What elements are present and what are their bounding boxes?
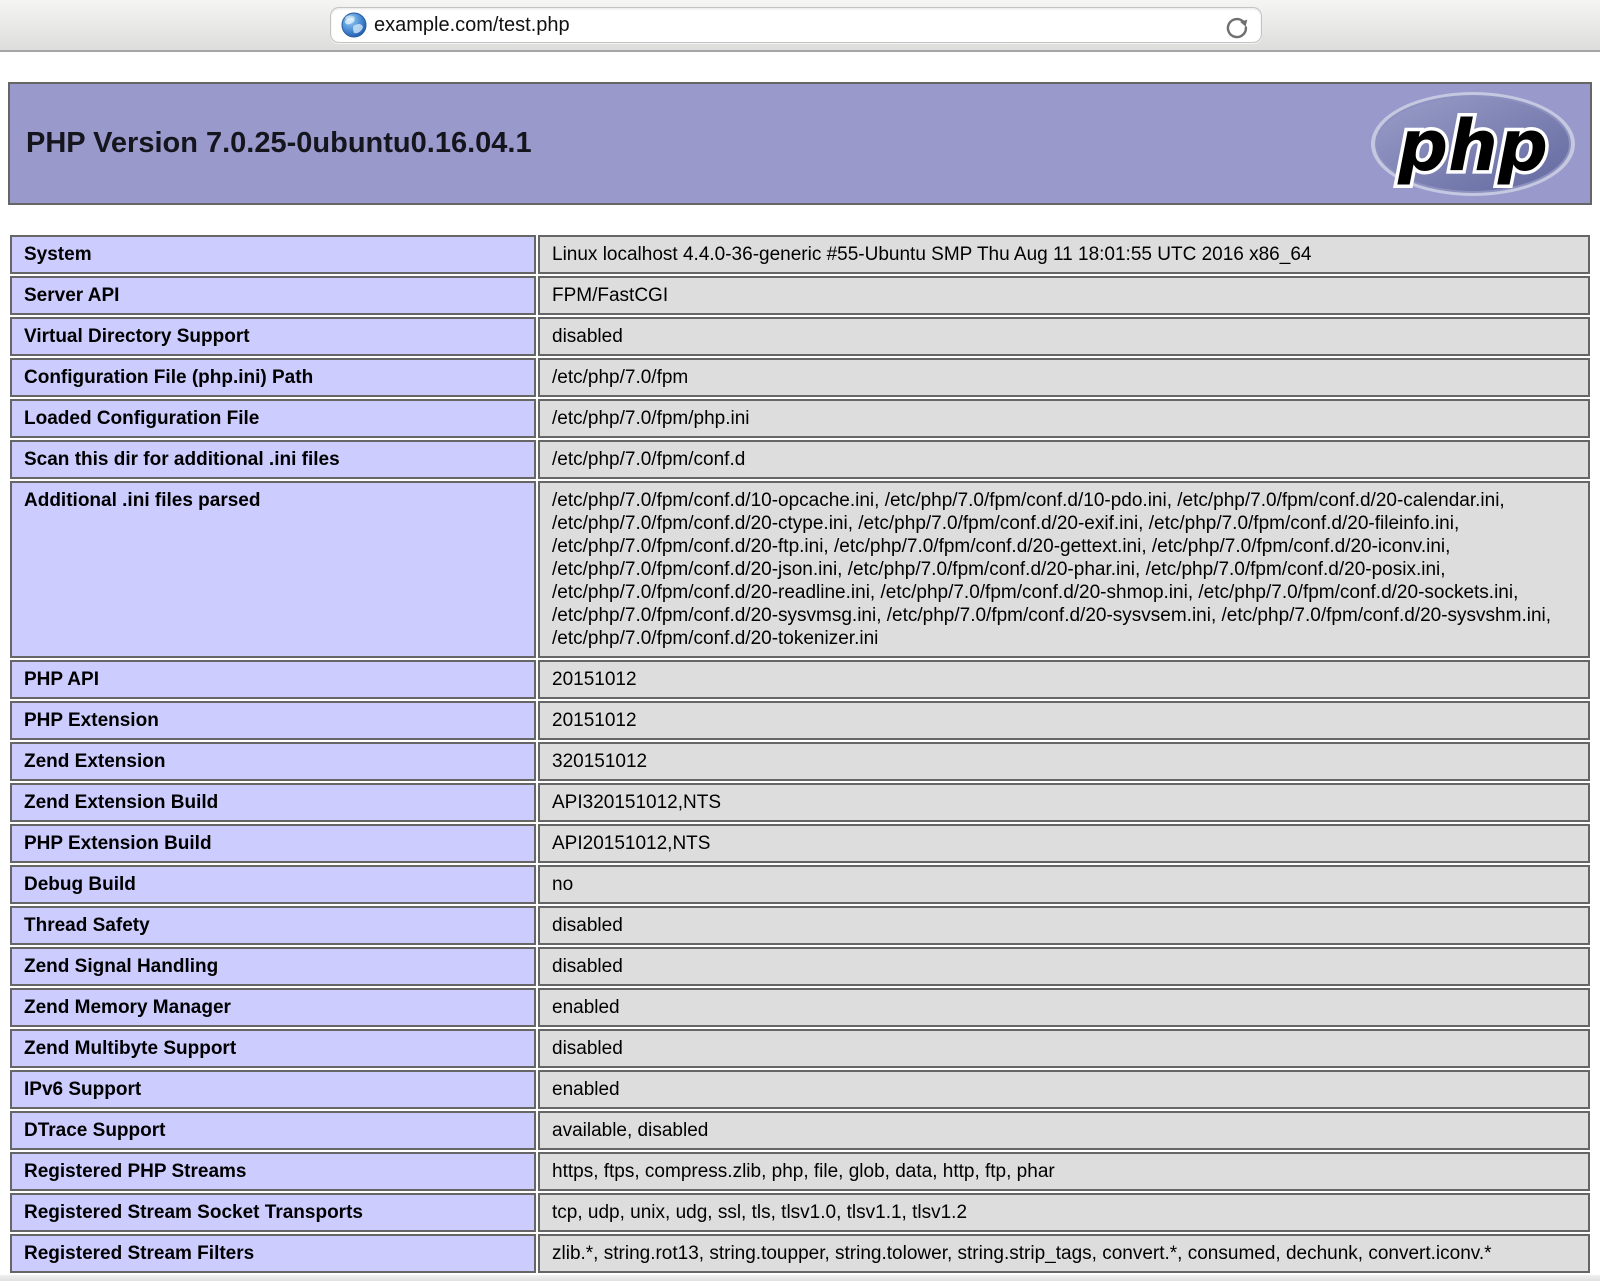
table-row xyxy=(10,1070,1590,1109)
row-value: 20151012 xyxy=(538,701,1590,740)
phpinfo-header xyxy=(8,82,1592,205)
row-label: Zend Memory Manager xyxy=(10,988,536,1027)
phpinfo-page xyxy=(0,82,1600,1275)
row-label: Configuration File (php.ini) Path xyxy=(10,358,536,397)
table-row xyxy=(10,399,1590,438)
table-row xyxy=(10,824,1590,863)
row-value: available, disabled xyxy=(538,1111,1590,1150)
php-info-table xyxy=(8,233,1592,1275)
row-value: https, ftps, compress.zlib, php, file, glob, data, http, ftp, phar xyxy=(538,1152,1590,1191)
row-value: disabled xyxy=(538,317,1590,356)
table-row xyxy=(10,865,1590,904)
row-label: IPv6 Support xyxy=(10,1070,536,1109)
row-value: API20151012,NTS xyxy=(538,824,1590,863)
table-row xyxy=(10,317,1590,356)
row-value: zlib.*, string.rot13, string.toupper, string.tolower, string.strip_tags, convert.*, consumed, dechunk, convert.iconv.* xyxy=(538,1234,1590,1273)
php-logo-text: php xyxy=(1397,104,1549,187)
reload-button[interactable] xyxy=(1222,12,1252,42)
table-row xyxy=(10,440,1590,479)
row-label: Thread Safety xyxy=(10,906,536,945)
table-row xyxy=(10,358,1590,397)
row-value: 20151012 xyxy=(538,660,1590,699)
globe-icon xyxy=(341,12,367,38)
browser-toolbar xyxy=(0,0,1600,52)
row-label: Registered PHP Streams xyxy=(10,1152,536,1191)
row-label: Registered Stream Filters xyxy=(10,1234,536,1273)
row-label: Debug Build xyxy=(10,865,536,904)
row-value: tcp, udp, unix, udg, ssl, tls, tlsv1.0, tlsv1.1, tlsv1.2 xyxy=(538,1193,1590,1232)
table-row xyxy=(10,701,1590,740)
table-row xyxy=(10,742,1590,781)
url-bar[interactable] xyxy=(330,7,1262,43)
row-value: 320151012 xyxy=(538,742,1590,781)
table-row xyxy=(10,906,1590,945)
table-row xyxy=(10,235,1590,274)
table-row xyxy=(10,1234,1590,1273)
row-label: Loaded Configuration File xyxy=(10,399,536,438)
row-value: /etc/php/7.0/fpm/conf.d/10-opcache.ini, /etc/php/7.0/fpm/conf.d/10-pdo.ini, /etc/php/7.0/fpm/conf.d/20-calendar.ini, /etc/php/7.0/fpm/conf.d/20-ctype.ini, /etc/php/7.0/fpm/conf.d/20-exif.ini, /etc/php/7.0/fpm/conf.d/20-fileinfo.ini, /etc/php/7.0/fpm/conf.d/20-ftp.ini, /etc/php/7.0/fpm/conf.d/20-gettext.ini, /etc/php/7.0/fpm/conf.d/20-iconv.ini, /etc/php/7.0/fpm/conf.d/20-json.ini, /etc/php/7.0/fpm/conf.d/20-phar.ini, /etc/php/7.0/fpm/conf.d/20-posix.ini, /etc/php/7.0/fpm/conf.d/20-readline.ini, /etc/php/7.0/fpm/conf.d/20-shmop.ini, /etc/php/7.0/fpm/conf.d/20-sockets.ini, /etc/php/7.0/fpm/conf.d/20-sysvmsg.ini, /etc/php/7.0/fpm/conf.d/20-sysvsem.ini, /etc/php/7.0/fpm/conf.d/20-sysvshm.ini, /etc/php/7.0/fpm/conf.d/20-tokenizer.ini xyxy=(538,481,1590,658)
table-row xyxy=(10,660,1590,699)
row-label: PHP Extension Build xyxy=(10,824,536,863)
table-row xyxy=(10,947,1590,986)
table-row xyxy=(10,1193,1590,1232)
row-label: PHP Extension xyxy=(10,701,536,740)
row-value: FPM/FastCGI xyxy=(538,276,1590,315)
table-row xyxy=(10,1029,1590,1068)
php-logo xyxy=(1370,91,1576,197)
table-row xyxy=(10,1152,1590,1191)
row-value: API320151012,NTS xyxy=(538,783,1590,822)
row-value: /etc/php/7.0/fpm/php.ini xyxy=(538,399,1590,438)
row-label: Server API xyxy=(10,276,536,315)
row-value: Linux localhost 4.4.0-36-generic #55-Ubuntu SMP Thu Aug 11 18:01:55 UTC 2016 x86_64 xyxy=(538,235,1590,274)
row-label: PHP API xyxy=(10,660,536,699)
row-value: no xyxy=(538,865,1590,904)
row-value: enabled xyxy=(538,1070,1590,1109)
row-value: disabled xyxy=(538,906,1590,945)
row-label: DTrace Support xyxy=(10,1111,536,1150)
row-label: Zend Extension Build xyxy=(10,783,536,822)
url-text[interactable]: example.com/test.php xyxy=(374,13,570,36)
row-label: System xyxy=(10,235,536,274)
table-row xyxy=(10,481,1590,658)
row-label: Registered Stream Socket Transports xyxy=(10,1193,536,1232)
php-info-table-body xyxy=(10,235,1590,1273)
row-label: Scan this dir for additional .ini files xyxy=(10,440,536,479)
row-value: disabled xyxy=(538,947,1590,986)
row-value: enabled xyxy=(538,988,1590,1027)
table-row xyxy=(10,276,1590,315)
row-label: Zend Extension xyxy=(10,742,536,781)
table-row xyxy=(10,783,1590,822)
table-row xyxy=(10,988,1590,1027)
table-row xyxy=(10,1111,1590,1150)
window-bottom-edge xyxy=(0,1275,1600,1281)
row-label: Additional .ini files parsed xyxy=(10,481,536,658)
row-label: Zend Signal Handling xyxy=(10,947,536,986)
row-value: /etc/php/7.0/fpm xyxy=(538,358,1590,397)
page-title: PHP Version 7.0.25-0ubuntu0.16.04.1 xyxy=(26,127,532,159)
row-value: disabled xyxy=(538,1029,1590,1068)
row-value: /etc/php/7.0/fpm/conf.d xyxy=(538,440,1590,479)
row-label: Virtual Directory Support xyxy=(10,317,536,356)
row-label: Zend Multibyte Support xyxy=(10,1029,536,1068)
